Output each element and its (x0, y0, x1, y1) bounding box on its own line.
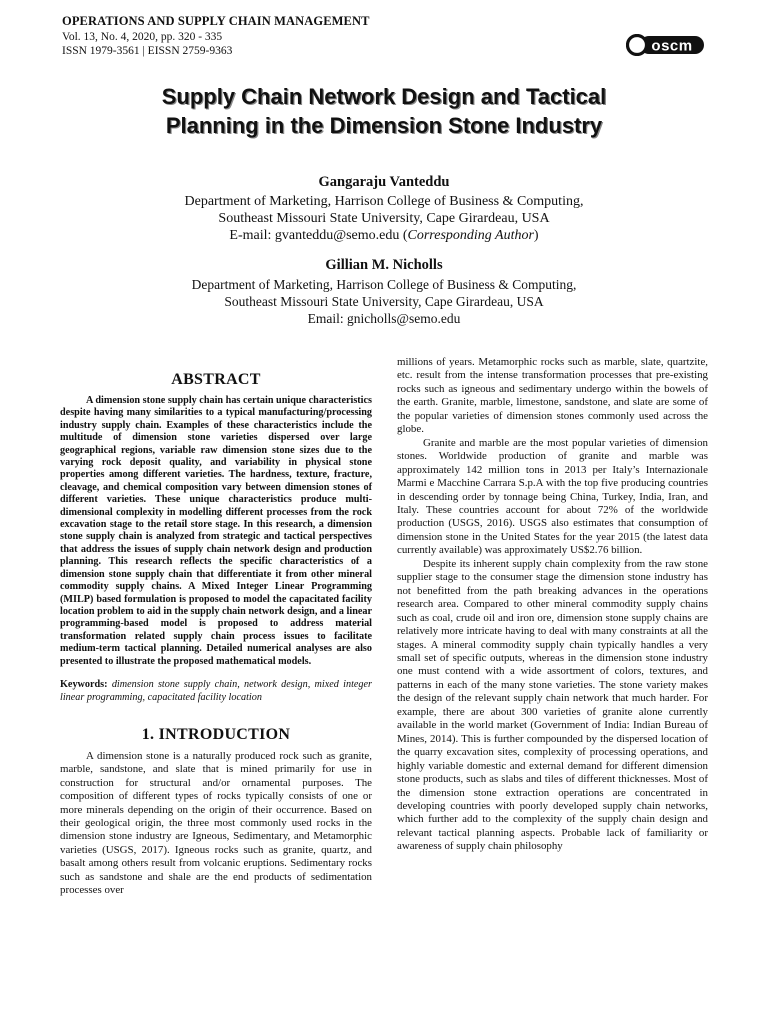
author-affiliation-line: Southeast Missouri State University, Cape Girardeau, USA (224, 294, 544, 309)
author-email: Email: gnicholls@semo.edu (307, 311, 461, 326)
right-column (397, 356, 708, 854)
paper-title (0, 82, 768, 140)
keywords-text: dimension stone supply chain, network design, mixed integer linear programming, capacitated facility location (60, 678, 372, 703)
author-email-suffix: ) (533, 228, 539, 243)
journal-name: OPERATIONS AND SUPPLY CHAIN MANAGEMENT (62, 14, 370, 28)
introduction-heading: 1. INTRODUCTION (141, 725, 291, 743)
intro-paragraph-1: A dimension stone is a naturally produced rock such as granite, marble, sandstone, and slate that is mined primarily for use in construction for structural and/or ornamental purposes. The composition of different types of rocks typically consists of one or more minerals depending on the origin of their occurrence. Based on their geological origin, the three most commonly used rocks in the dimension stone industry are Igneous, Sedimentary, and Metamorphic varieties (USGS, 2017). Igneous rocks such as granite, quartz, and basalt among others result from volcanic eruptions. Sedimentary rocks such as sandstone and shale are the end products of sedimentation processes over (60, 749, 372, 896)
title-line-1: Supply Chain Network Design and Tactical (161, 84, 607, 109)
keywords-label: Keywords: (60, 678, 108, 690)
journal-logo-text: oscm (651, 37, 693, 55)
intro-paragraph-3: Despite its inherent supply chain complexity from the raw stone supplier stage to the consumer stage the dimension stone industry has not benefitted from the path breaking advances in the operations research area. Compared to other mineral commodity supply chains such as coal, crude oil and iron ore, dimension stone supply chains are relatively more intricate having to deal with many constraints at all the stages. A mineral commodity supply chain typically handles a very small set of specific outputs, whereas in the dimension stone industry one must contend with a wide assortment of colors, textures, and patterns in each of the many stone varieties. The stone variety makes the design of the relevant supply chain network that much harder. For example, there are about 300 varieties of granite alone currently available in the world market (Government of India: Indian Bureau of Mines, 2014). This is further compounded by the dispersed location of the quarry excavation sites, complexity of processing operations, and highly variable domestic and external demand for different dimension stone products, such as slabs and tiles of different thicknesses. Most of the dimension stone extraction operations are concentrated in developing countries with poorly developed supply chain networks, which further add to the complexity of the supply chain design and relevant tactical planning aspects. Probable lack of familiarity or awareness of supply chain philosophy (397, 557, 708, 853)
author-block-2 (0, 257, 768, 327)
title-line-2: Planning in the Dimension Stone Industry (165, 113, 603, 138)
author-name: Gillian M. Nicholls (325, 257, 443, 273)
author-affiliation-line: Department of Marketing, Harrison College of Business & Computing, (191, 277, 577, 292)
author-email (0, 227, 768, 244)
author-email-address: E-mail: gvanteddu@semo.edu ( (229, 228, 408, 243)
abstract-heading: ABSTRACT (171, 371, 261, 388)
keywords (60, 678, 372, 704)
journal-header (62, 14, 370, 58)
left-column (60, 356, 372, 897)
author-affiliation-line: Southeast Missouri State University, Cape Girardeau, USA (218, 211, 550, 226)
journal-volume: Vol. 13, No. 4, 2020, pp. 320 - 335 (62, 30, 223, 43)
journal-issn: ISSN 1979-3561 | EISSN 2759-9363 (62, 45, 233, 57)
author-block-1 (0, 174, 768, 244)
author-role: Corresponding Author (407, 228, 534, 243)
author-affiliation-line: Department of Marketing, Harrison College of Business & Computing, (184, 194, 584, 209)
intro-paragraph-1-continued: millions of years. Metamorphic rocks such as marble, slate, quartzite, etc. result from the intense transformation processes that pre-existing rocks such as igneous and sedimentary undergo within the bowels of the earth. Granite, marble, limestone, sandstone, and slate are some of the popular varieties of dimension stones commonly used across the globe. (397, 356, 708, 436)
author-name: Gangaraju Vanteddu (318, 174, 450, 190)
journal-logo (626, 34, 704, 56)
intro-paragraph-2: Granite and marble are the most popular varieties of dimension stones. Worldwide production of granite and marble was approximately 142 million tons in 2013 per Italy’s Internazionale Marmi e Macchine Carrara S.p.A with the top five producing countries in descending order by tonnage being China, Turkey, India, Iran, and Italy. These countries account for about 72% of the worldwide production (USGS, 2016). USGS also estimates that consumption of dimension stone in the United States for the year 2015 (the latest data currently available) was approximately US$2.76 billion. (397, 436, 708, 557)
abstract-text: A dimension stone supply chain has certain unique characteristics despite having many similarities to a typical manufacturing/processing industry supply chain. Examples of these characteristics include the multitude of dimension stone varieties dispersed over large geographical regions, variable raw dimension stone sizes due to the varying rock deposit quality, and variability in physical stone properties among different varieties. The hardness, texture, fracture, cleavage, and chemical composition vary between dimension stones of different varieties. These unique characteristics produce multi-dimensional complexity in modelling different processes from the rock excavation stage to the retail store stage. In this research, a dimension stone supply chain is analyzed from strategic and tactical perspectives that address the issues of supply chain network design and production planning. This research reflects the specific characteristics of a dimension stone supply chain that differentiate it from other mineral commodity supply chains. A Mixed Integer Linear Programming (MILP) based formulation is proposed to model the capacitated facility location problem to aid in the supply chain network design, and a linear programming-based model is proposed to address material transformation related supply chain process issues to facilitate medium-term tactical planning. Detailed numerical analyses are also presented to illustrate the proposed mathematical models. (60, 395, 372, 667)
